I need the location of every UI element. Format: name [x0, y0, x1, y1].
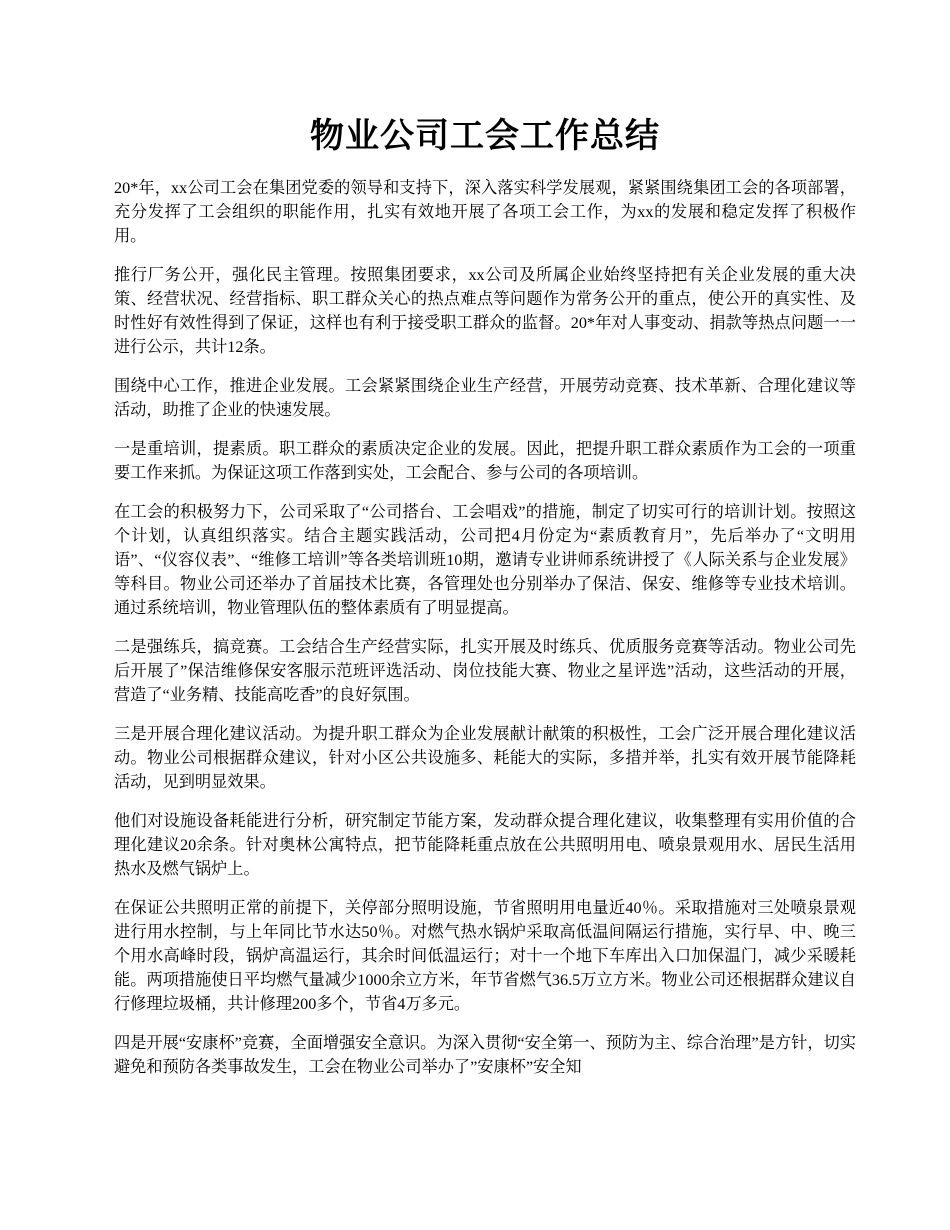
paragraph-core-work: 围绕中心工作，推进企业发展。工会紧紧围绕企业生产经营，开展劳动竞赛、技术革新、合理化建议等活动，助推了企业的快速发展。 [114, 377, 856, 419]
paragraph-energy-analysis: 他们对设施设备耗能进行分析，研究制定节能方案，发动群众提合理化建议，收集整理有实用价值的合理化建议20余条。针对奥林公寓特点，把节能降耗重点放在公共照明用电、喷泉景观用水、居民生活用热水及燃气锅炉上。 [114, 812, 856, 878]
paragraph-training: 一是重培训，提素质。职工群众的素质决定企业的发展。因此，把提升职工群众素质作为工会的一项重要工作来抓。为保证这项工作落到实处，工会配合、参与公司的各项培训。 [114, 440, 856, 482]
document-title: 物业公司工会工作总结 [310, 118, 660, 155]
paragraph-energy-results: 在保证公共照明正常的前提下，关停部分照明设施，节省照明用电量近40％。采取措施对三处喷泉景观进行用水控制，与上年同比节水达50％。对燃气热水锅炉采取高低温间隔运行措施，实行早、中、晚三个用水高峰时段，锅炉高温运行，其余时间低温运行；对十一个地下车库出入口加保温门，减少采暖耗能。两项措施使日平均燃气量减少1000余立方米，年节省燃气36.5万立方米。物业公司还根据群众建议自行修理垃圾桶，共计修理200多个，节省4万多元。 [114, 899, 856, 1013]
paragraph-safety-cup: 四是开展“安康杯”竞赛，全面增强安全意识。为深入贯彻“安全第一、预防为主、综合治理”是方针，切实避免和预防各类事故发生，工会在物业公司举办了”安康杯”安全知 [114, 1034, 856, 1076]
paragraph-intro: 20*年，xx公司工会在集团党委的领导和支持下，深入落实科学发展观，紧紧围绕集团工会的各项部署，充分发挥了工会组织的职能作用，扎实有效地开展了各项工会工作，为xx的发展和稳定发挥了积极作用。 [114, 179, 856, 245]
paragraph-training-details: 在工会的积极努力下，公司采取了“公司搭台、工会唱戏”的措施，制定了切实可行的培训计划。按照这个计划，认真组织落实。结合主题实践活动，公司把4月份定为“素质教育月”，先后举办了“文明用语”、“仪容仪表”、“维修工培训”等各类培训班10期，邀请专业讲师系统讲授了《人际关系与企业发展》等科目。物业公司还举办了首届技术比赛，各管理处也分别举办了保洁、保安、维修等专业技术培训。通过系统培训，物业管理队伍的整体素质有了明显提高。 [114, 503, 856, 617]
paragraph-competitions: 二是强练兵，搞竞赛。工会结合生产经营实际，扎实开展及时练兵、优质服务竞赛等活动。物业公司先后开展了”保洁维修保安客服示范班评选活动、岗位技能大赛、物业之星评选”活动，这些活动的开展，营造了“业务精、技能高吃香”的良好氛围。 [114, 638, 856, 704]
paragraph-factory-openness: 推行厂务公开，强化民主管理。按照集团要求，xx公司及所属企业始终坚持把有关企业发展的重大决策、经营状况、经营指标、职工群众关心的热点难点等问题作为常务公开的重点，使公开的真实性、及时性好有效性得到了保证，这样也有利于接受职工群众的监督。20*年对人事变动、捐款等热点问题一一进行公示，共计12条。 [114, 266, 856, 356]
document-page [114, 112, 856, 1094]
paragraph-suggestions: 三是开展合理化建议活动。为提升职工群众为企业发展献计献策的积极性，工会广泛开展合理化建议活动。物业公司根据群众建议，针对小区公共设施多、耗能大的实际，多措并举，扎实有效开展节能降耗活动，见到明显效果。 [114, 725, 856, 791]
